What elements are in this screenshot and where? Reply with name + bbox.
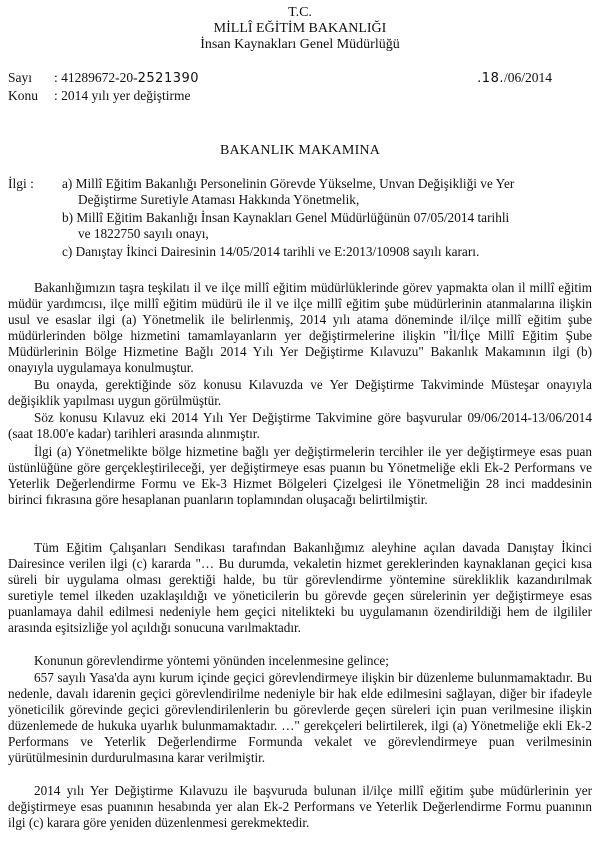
addressee-title: BAKANLIK MAKAMINA bbox=[219, 143, 381, 158]
body-paragraph-6: Konunun görevlendirme yöntemi yönünden incelenmesine gelince; bbox=[34, 653, 389, 668]
body-paragraph-3: Söz konusu Kılavuz eki 2014 Yılı Yer Değiştirme Takvimine göre başvurular 09/06/2014-13/06/2014 (saat 18.00'e kadar) tarihleri arasında alınmıştır. bbox=[8, 410, 592, 442]
body-paragraph-4: İlgi (a) Yönetmelikte bölge hizmetine bağlı yer değiştirmelerin tercihler ile yer değiştirmeye esas puan üstünlüğüne göre gerçekleştirileceği, yer değiştirmeye esas puanın bu Yönetmeliğe ekli Ek-2 Performans ve Yeterlik Değerlendirme Formu ve Ek-3 Hizmet Bölgeleri Çizelgesi ile Yönetmeliğin 28 inci maddesinin birinci fıkrasına göre hesaplanan puanların toplamından oluşacağı belirtilmiştir. bbox=[8, 444, 592, 508]
ilgi-ref-c-line1: c) Danıştay İkinci Dairesinin 14/05/2014 tarihli ve E:2013/10908 sayılı kararı. bbox=[62, 244, 480, 259]
meta-konu-row bbox=[8, 88, 190, 104]
header-country: T.C. bbox=[288, 5, 312, 20]
konu-value: : 2014 yılı yer değiştirme bbox=[54, 88, 191, 103]
ilgi-ref-c bbox=[62, 244, 582, 260]
date-typed: /06/2014 bbox=[503, 70, 552, 85]
header-department: İnsan Kaynakları Genel Müdürlüğü bbox=[200, 37, 400, 52]
sayi-handwritten-number: 2521390 bbox=[137, 71, 200, 86]
date-handwritten-day: .18. bbox=[477, 71, 504, 86]
ilgi-ref-b bbox=[62, 210, 582, 242]
ilgi-ref-b-line1: b) Millî Eğitim Bakanlığı İnsan Kaynakları Genel Müdürlüğünün 07/05/2014 tarihli bbox=[62, 210, 510, 225]
body-paragraph-5: Tüm Eğitim Çalışanları Sendikası tarafından Bakanlığımız aleyhine açılan davada Danıştay İkinci Dairesince verilen ilgi (c) kararda "… Bu durumda, vekaletin hizmet gereklerinden kaynaklanan geçici kısa süreli bir uygulama olması gerektiği halde, bu tür görevlendirme yöntemine sürekliklik kazandırılmak suretiyle temel ilkeden uzaklaşıldığı ve yöneticilerin bu görevde geçen sürelerinin yer değiştirmeye esas puanlamaya dahil edilmesi nedeniyle hem geçici nitelikteki bu uygulamanın özendirildiği hem de ilgililer arasında eşitsizliğe yol açıldığı sonucuna varılmaktadır. bbox=[8, 540, 592, 636]
body-paragraph-2: Bu onayda, gerektiğinde söz konusu Kılavuzda ve Yer Değiştirme Takviminde Müsteşar onayıyla değişiklik yapılması uygun görülmüştür. bbox=[8, 377, 592, 409]
konu-label: Konu bbox=[8, 88, 38, 103]
ilgi-ref-a-line1: a) Millî Eğitim Bakanlığı Personelinin Görevde Yükselme, Unvan Değişikliği ve Yer bbox=[62, 176, 515, 191]
body-paragraph-8: 2014 yılı Yer Değiştirme Kılavuzu ile başvuruda bulunan il/ilçe millî eğitim şube müdürlerinin yer değiştirmeye esas puanının hesabında yer alan Ek-2 Performans ve Yeterlik Değerlendirme Formu puanının ilgi (c) karara göre yeniden düzenlenmesi gerekmektedir. bbox=[8, 783, 592, 831]
ilgi-ref-a bbox=[62, 176, 582, 208]
header-ministry: MİLLÎ EĞİTİM BAKANLIĞI bbox=[213, 21, 387, 36]
ilgi-ref-a-line2: Değiştirme Suretiyle Ataması Hakkında Yönetmelik, bbox=[78, 192, 360, 207]
ilgi-ref-b-line2: ve 1822750 sayılı onayı, bbox=[78, 226, 209, 241]
sayi-label: Sayı bbox=[8, 70, 33, 85]
document-date bbox=[477, 70, 552, 87]
body-paragraph-1: Bakanlığımızın taşra teşkilatı il ve ilçe millî eğitim müdürlüklerinde görev yapmakta olan il millî eğitim müdür yardımcısı, ilçe millî eğitim müdürü ile il ve ilçe millî eğitim şube müdürlerinin atanmalarına ilişkin usul ve esaslar ilgi (a) Yönetmelik ile belirlenmiş, 2014 yılı atama döneminde il/ilçe millî eğitim şube müdürlerinden bölge hizmetini tamamlayanların yer değiştirmelerine ilişkin "İl/İlçe Millî Eğitim Şube Müdürlerinin Bölge Hizmetine Bağlı 2014 Yılı Yer Değiştirme Kılavuzu" Bakanlık Makamının ilgi (b) onayıyla uygulamaya konulmuştur. bbox=[8, 280, 592, 376]
sayi-value: : 41289672-20- bbox=[54, 70, 138, 85]
body-paragraph-7: 657 sayılı Yasa'da aynı kurum içinde geçici görevlendirmeye ilişkin bir düzenleme bulunmamaktadır. Bu nedenle, davalı idarenin geçici görevlendirilme nedeniyle bir hak elde edilmesini sağlayan, diğer bir ifadeyle yöneticilik görevinde geçici görevlendirilenlerin bu görevlerde geçen süreleri için puan verilmesine ilişkin düzenlemede de hukuka uyarlık bulunmamaktadır. …" gerekçeleri belirtilerek, ilgi (a) Yönetmeliğe ekli Ek-2 Performans ve Yeterlik Değerlendirme Formunda vekalet ve görevlendirmeye puan verilmesinin yürütülmesinin durdurulmasına karar verilmiştir. bbox=[8, 670, 592, 766]
ilgi-label: İlgi : bbox=[8, 176, 34, 191]
meta-sayi-row bbox=[8, 70, 199, 87]
